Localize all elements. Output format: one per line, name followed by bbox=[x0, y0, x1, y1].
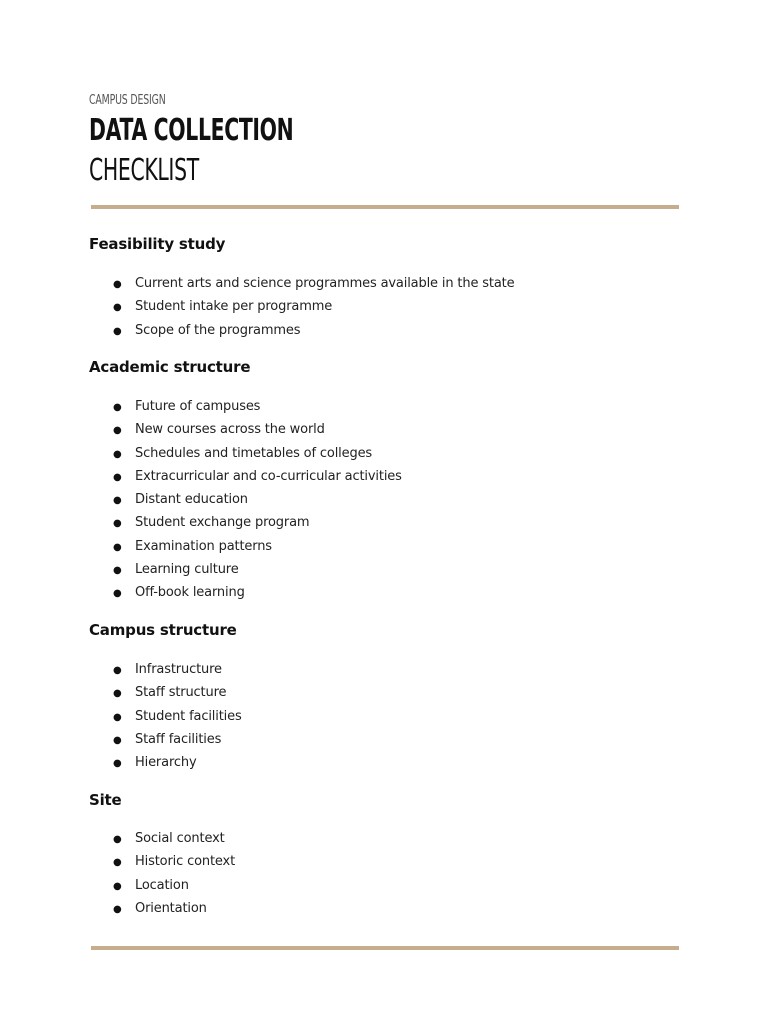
section-heading-feasibility-study: Feasibility study bbox=[89, 235, 226, 253]
site-list bbox=[0, 830, 768, 923]
list-item bbox=[0, 877, 768, 900]
bullet-icon: ● bbox=[113, 880, 122, 892]
list-item-text: Future of campuses bbox=[135, 399, 261, 414]
list-item-text: Scope of the programmes bbox=[135, 322, 301, 338]
list-item bbox=[0, 275, 768, 298]
list-item bbox=[0, 421, 768, 444]
list-item bbox=[0, 900, 768, 923]
list-item bbox=[0, 468, 768, 491]
bullet-icon: ● bbox=[113, 448, 122, 460]
bullet-icon: ● bbox=[113, 325, 122, 337]
list-item-text: Schedules and timetables of colleges bbox=[135, 445, 373, 461]
feasibility-study-list bbox=[0, 275, 768, 345]
bullet-icon: ● bbox=[113, 425, 122, 437]
list-item-text: Current arts and science programmes available in the state bbox=[135, 276, 515, 291]
bullet-icon: ● bbox=[113, 665, 122, 676]
list-item-text: Staff facilities bbox=[135, 731, 222, 747]
bullet-icon: ● bbox=[113, 541, 122, 553]
bullet-icon: ● bbox=[113, 711, 122, 723]
bullet-icon: ● bbox=[113, 471, 122, 483]
list-item bbox=[0, 754, 768, 777]
list-item-text: New courses across the world bbox=[135, 422, 325, 438]
list-item-text: Orientation bbox=[135, 900, 207, 916]
campus-structure-list bbox=[0, 661, 768, 777]
section-heading-site: Site bbox=[89, 791, 122, 809]
bullet-icon: ● bbox=[113, 402, 122, 413]
list-item-text: Student exchange program bbox=[135, 515, 310, 531]
list-item bbox=[0, 561, 768, 584]
bullet-icon: ● bbox=[113, 857, 122, 869]
list-item-text: Hierarchy bbox=[135, 755, 197, 771]
list-item-text: Staff structure bbox=[135, 685, 227, 701]
list-item-text: Off-book learning bbox=[135, 585, 245, 601]
list-item-text: Extracurricular and co-curricular activities bbox=[135, 468, 402, 484]
list-item-text: Examination patterns bbox=[135, 538, 272, 554]
list-item bbox=[0, 853, 768, 876]
list-item bbox=[0, 445, 768, 468]
bullet-icon: ● bbox=[113, 734, 122, 746]
list-item-text: Learning culture bbox=[135, 562, 239, 578]
bullet-icon: ● bbox=[113, 279, 122, 290]
list-item bbox=[0, 731, 768, 754]
list-item-text: Location bbox=[135, 877, 189, 893]
list-item bbox=[0, 398, 768, 421]
bullet-icon: ● bbox=[113, 518, 122, 530]
academic-structure-list bbox=[0, 398, 768, 608]
list-item-text: Student intake per programme bbox=[135, 299, 333, 315]
document-title-line-1: DATA COLLECTION bbox=[89, 113, 294, 148]
bottom-divider bbox=[91, 946, 679, 950]
section-heading-campus-structure: Campus structure bbox=[89, 621, 237, 639]
list-item bbox=[0, 584, 768, 607]
list-item-text: Distant education bbox=[135, 492, 248, 508]
list-item bbox=[0, 298, 768, 321]
document-kicker: CAMPUS DESIGN bbox=[89, 93, 166, 108]
list-item bbox=[0, 661, 768, 684]
list-item bbox=[0, 322, 768, 345]
list-item-text: Infrastructure bbox=[135, 662, 222, 677]
bullet-icon: ● bbox=[113, 834, 122, 845]
list-item bbox=[0, 708, 768, 731]
bullet-icon: ● bbox=[113, 903, 122, 915]
bullet-icon: ● bbox=[113, 302, 122, 314]
list-item bbox=[0, 684, 768, 707]
bullet-icon: ● bbox=[113, 688, 122, 700]
bullet-icon: ● bbox=[113, 495, 122, 507]
list-item bbox=[0, 491, 768, 514]
document-title-line-2: CHECKLIST bbox=[89, 153, 199, 188]
list-item-text: Historic context bbox=[135, 854, 236, 870]
section-heading-academic-structure: Academic structure bbox=[89, 358, 251, 376]
list-item bbox=[0, 514, 768, 537]
list-item-text: Student facilities bbox=[135, 708, 242, 724]
list-item bbox=[0, 830, 768, 853]
list-item-text: Social context bbox=[135, 831, 225, 846]
bullet-icon: ● bbox=[113, 565, 122, 577]
list-item bbox=[0, 538, 768, 561]
bullet-icon: ● bbox=[113, 758, 122, 770]
bullet-icon: ● bbox=[113, 588, 122, 600]
top-divider bbox=[91, 205, 679, 209]
